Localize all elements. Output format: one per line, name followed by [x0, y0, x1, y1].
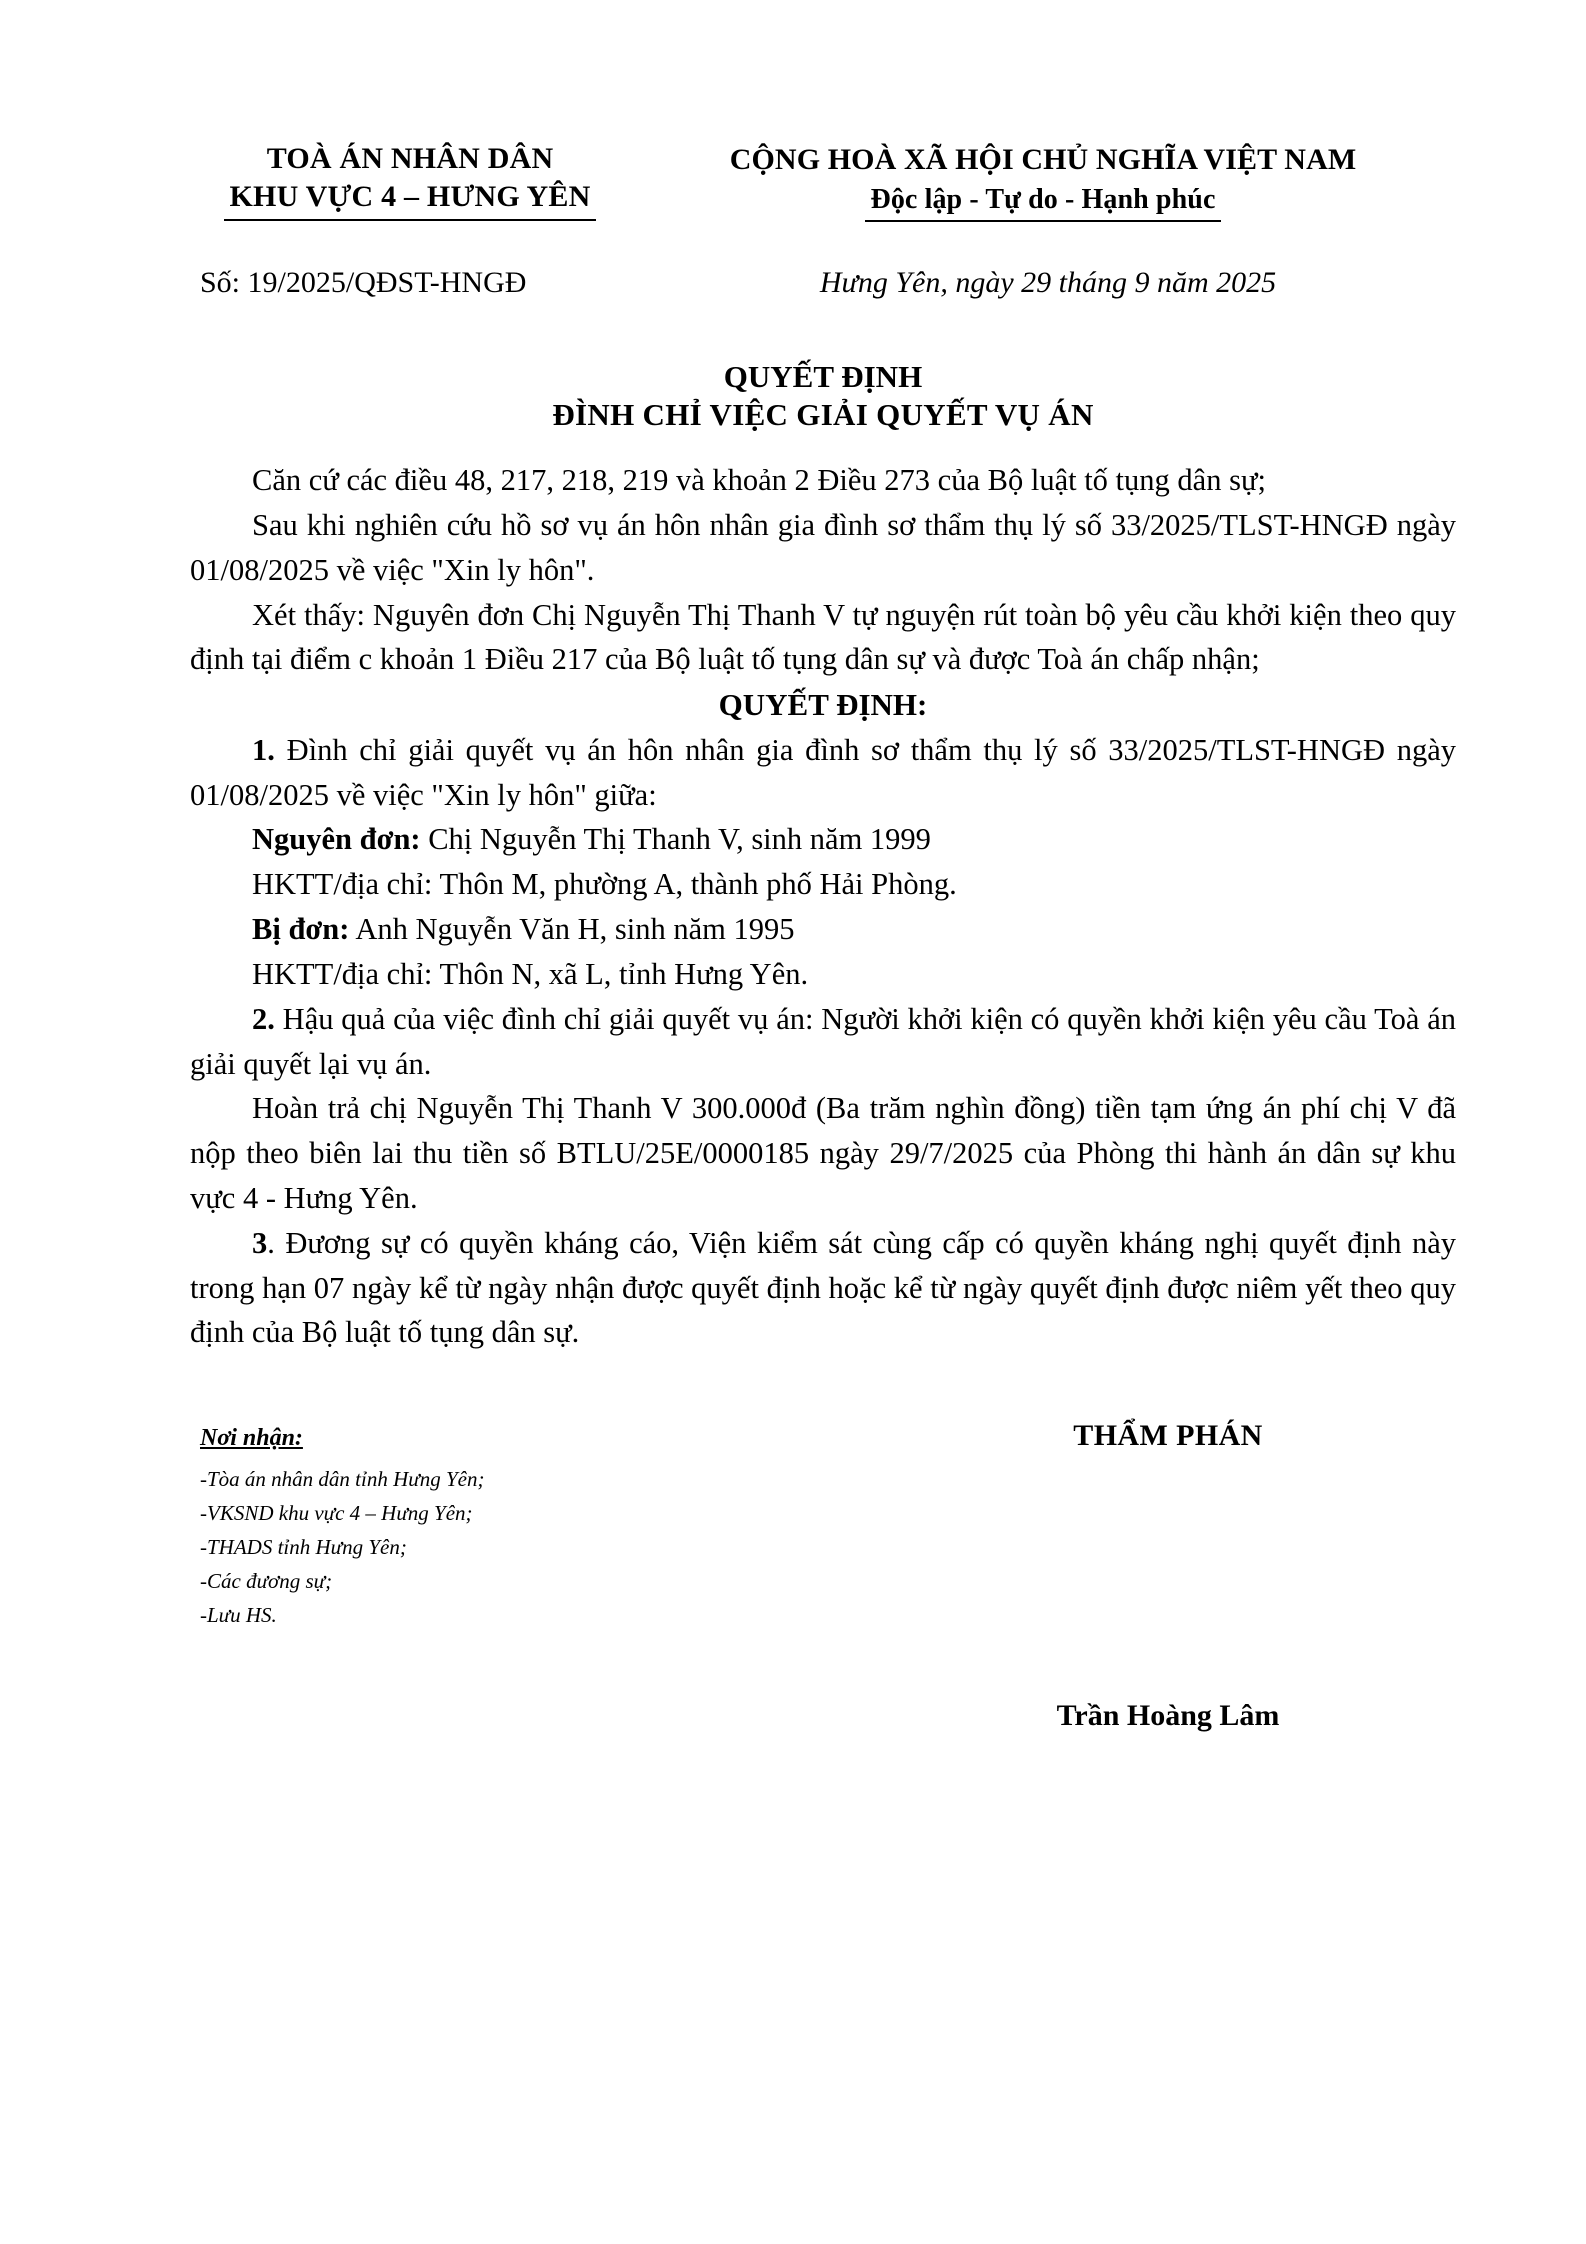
paragraph-legal-basis: Căn cứ các điều 48, 217, 218, 219 và khoản 2 Điều 273 của Bộ luật tố tụng dân sự; [252, 463, 1266, 498]
court-name-line2: KHU VỰC 4 – HƯNG YÊN [224, 178, 597, 220]
paragraph-finding: Xét thấy: Nguyên đơn Chị Nguyễn Thị Thanh V tự nguyện rút toàn bộ yêu cầu khởi kiện theo quy định tại điểm c khoản 1 Điều 217 của Bộ luật tố tụng dân sự và được Toà án chấp nhận; [190, 597, 1456, 677]
plaintiff-address: HKTT/địa chỉ: Thôn M, phường A, thành phố Hải Phòng. [252, 867, 957, 902]
recipient-item: -Các đương sự; [200, 1569, 333, 1594]
national-heading-block [630, 140, 1456, 222]
decision-item-1-text: Đình chỉ giải quyết vụ án hôn nhân gia đình sơ thẩm thụ lý số 33/2025/TLST-HNGĐ ngày 01/08/2025 về việc "Xin ly hôn" giữa: [190, 732, 1456, 812]
decision-item-3 [190, 1221, 1456, 1355]
page-subtitle: ĐÌNH CHỈ VIỆC GIẢI QUYẾT VỤ ÁN [552, 397, 1094, 433]
decision-item-3-text: . Đương sự có quyền kháng cáo, Viện kiểm sát cùng cấp có quyền kháng nghị quyết định này trong hạn 07 ngày kể từ ngày nhận được quyết định hoặc kể từ ngày quyết định được niêm yết theo quy định của Bộ luật tố tụng dân sự. [190, 1225, 1456, 1350]
decision-item-1-number: 1. [252, 732, 275, 767]
defendant-line [190, 907, 1456, 952]
place-and-date: Hưng Yên, ngày 29 tháng 9 năm 2025 [819, 266, 1277, 300]
signer-role: THẨM PHÁN [1073, 1419, 1263, 1453]
recipients-block [190, 1419, 840, 1632]
national-motto: Độc lập - Tự do - Hạnh phúc [865, 182, 1222, 222]
document-subheader [190, 266, 1456, 300]
recipient-item: -VKSND khu vực 4 – Hưng Yên; [200, 1501, 473, 1526]
page-title: QUYẾT ĐỊNH [723, 359, 923, 395]
court-name-block [190, 140, 630, 221]
signature-block [840, 1419, 1456, 1733]
national-heading-line1: CỘNG HOÀ XÃ HỘI CHỦ NGHĨA VIỆT NAM [729, 143, 1357, 176]
decision-heading: QUYẾT ĐỊNH: [718, 687, 928, 723]
defendant-address: HKTT/địa chỉ: Thôn N, xã L, tỉnh Hưng Yên. [252, 956, 809, 991]
decision-item-2-text: Hậu quả của việc đình chỉ giải quyết vụ án: Người khởi kiện có quyền khởi kiện yêu cầu Toà án giải quyết lại vụ án. [190, 1001, 1456, 1081]
recipient-item: -Tòa án nhân dân tỉnh Hưng Yên; [200, 1467, 485, 1492]
recipients-title: Nơi nhận: [200, 1425, 303, 1452]
plaintiff-line [190, 817, 1456, 862]
document-number: Số: 19/2025/QĐST-HNGĐ [200, 266, 527, 300]
defendant-label: Bị đơn: [252, 912, 350, 947]
defendant-name: Anh Nguyễn Văn H, sinh năm 1995 [349, 912, 795, 947]
decision-item-1 [190, 728, 1456, 818]
document-title-block [190, 358, 1456, 434]
document-header [190, 140, 1456, 222]
document-body [190, 458, 1456, 1355]
plaintiff-label: Nguyên đơn: [252, 822, 421, 857]
signer-name: Trần Hoàng Lâm [1056, 1699, 1280, 1733]
recipient-item: -THADS tỉnh Hưng Yên; [200, 1535, 407, 1560]
recipient-item: -Lưu HS. [200, 1603, 277, 1628]
document-footer [190, 1419, 1456, 1733]
decision-item-2 [190, 997, 1456, 1087]
decision-item-2-number: 2. [252, 1001, 275, 1036]
decision-item-3-number: 3 [252, 1225, 268, 1260]
paragraph-fee-refund: Hoàn trả chị Nguyễn Thị Thanh V 300.000đ (Ba trăm nghìn đồng) tiền tạm ứng án phí chị V đã nộp theo biên lai thu tiền số BTLU/25E/0000185 ngày 29/7/2025 của Phòng thi hành án dân sự khu vực 4 - Hưng Yên. [190, 1091, 1456, 1215]
paragraph-case-review: Sau khi nghiên cứu hồ sơ vụ án hôn nhân gia đình sơ thẩm thụ lý số 33/2025/TLST-HNGĐ ngày 01/08/2025 về việc "Xin ly hôn". [190, 507, 1456, 587]
plaintiff-name: Chị Nguyễn Thị Thanh V, sinh năm 1999 [420, 822, 931, 857]
court-name-line1: TOÀ ÁN NHÂN DÂN [266, 142, 554, 175]
